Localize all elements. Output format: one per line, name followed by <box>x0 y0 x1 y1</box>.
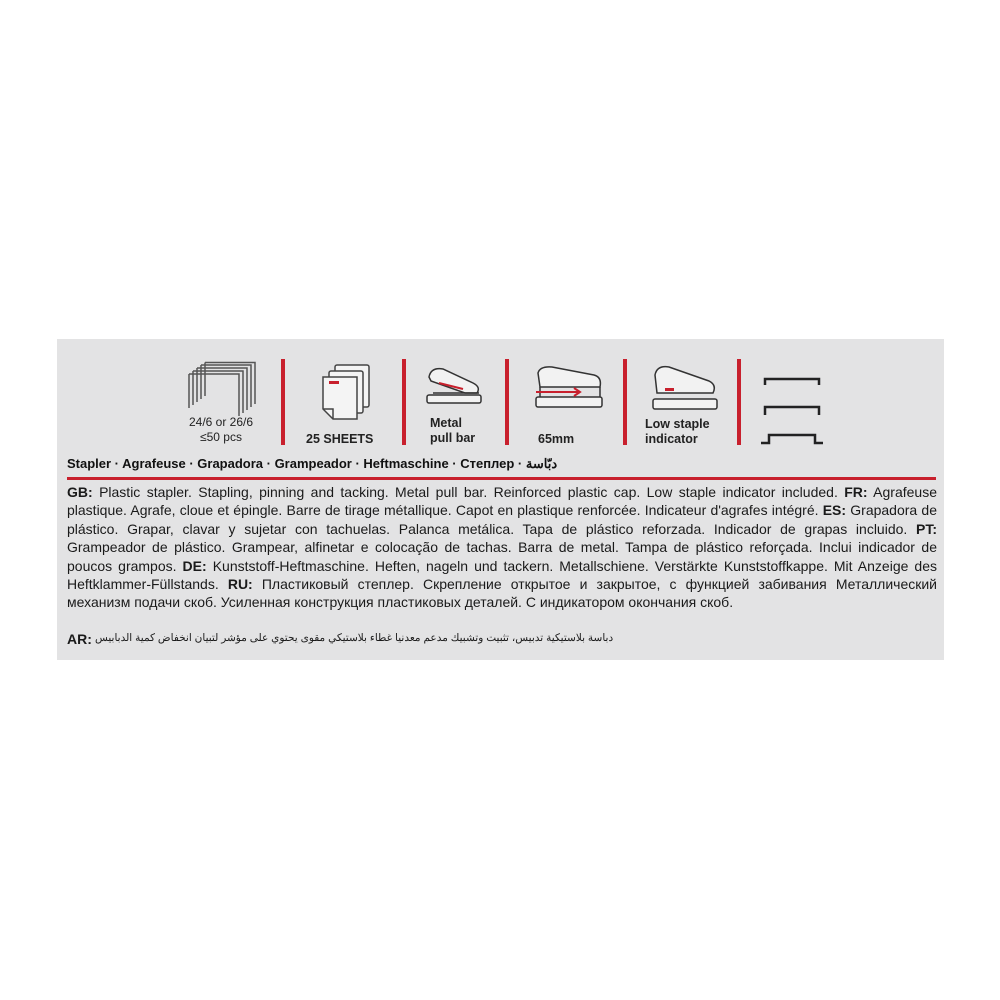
product-description <box>67 483 937 612</box>
indicator-line1: Low staple <box>645 417 710 431</box>
staples-size-caption <box>169 415 273 444</box>
lang-code-ru: RU: <box>227 576 253 593</box>
staples-icon <box>185 361 277 417</box>
low-staple-indicator-icon <box>649 363 719 413</box>
pull-bar-line2: pull bar <box>430 430 476 445</box>
lang-code-gb: GB: <box>67 484 93 500</box>
desc-fr: Agrafeuse plastique. Agrafe, cloue et épingle. Barre de tirage métallique. Capot en plastique renforcée. Indicateur d'agrafes intégré. <box>67 484 938 519</box>
title-underline <box>67 477 936 480</box>
divider <box>505 359 509 445</box>
desc-de: Kunststoff-Heftmaschine. Heften, nageln und tackern. Metallschiene. Verstärkte Kunststoffkappe. Mit Anzeige des Heftklammer-Füllstands. <box>67 557 937 593</box>
lang-code-ar: AR: <box>67 631 92 647</box>
desc-gb: Plastic stapler. Stapling, pinning and tacking. Metal pull bar. Reinforced plastic cap. Low staple indicator included. <box>92 484 845 500</box>
lang-code-de: DE: <box>182 557 207 574</box>
staple-shapes-icon <box>759 375 825 451</box>
pull-bar-caption <box>430 416 475 445</box>
lang-code-fr: FR: <box>844 484 868 500</box>
divider <box>281 359 285 445</box>
desc-ar: دباسة بلاستيكية تدبيس، تثبيت وتشبيك مدعم معدنيا غطاء بلاستيكي مقوى يحتوي على مؤشر لتبيان انخفاض كمية الدبابيس <box>95 632 614 644</box>
lang-code-es: ES: <box>822 502 847 519</box>
stapler-depth-icon <box>532 365 604 415</box>
indicator-line2: indicator <box>645 431 698 446</box>
product-title-multilingual: Stapler · Agrafeuse · Grapadora · Grampeador · Heftmaschine · Степлер · دبّاسة <box>67 456 558 471</box>
staples-size-line1: 24/6 or 26/6 <box>188 415 254 429</box>
lang-code-pt: PT: <box>916 520 937 537</box>
depth-caption: 65mm <box>538 432 575 446</box>
stapler-open-icon <box>425 365 485 409</box>
desc-es: Grapadora de plástico. Grapar, clavar y sujetar con tachuelas. Palanca metálica. Tapa de plástico reforzada. Indicador de grapas incluido. <box>67 502 937 537</box>
desc-ru: Пластиковый степлер. Скрепление открытое и закрытое, с функцией забивания Металлический механизм подачи скоб. Усиленная конструкция пластиковых деталей. С индикатором окончания скоб. <box>67 576 938 611</box>
staples-count-line2: ≤50 pcs <box>200 429 242 444</box>
paper-sheets-icon <box>319 363 375 423</box>
divider <box>402 359 406 445</box>
arabic-description <box>67 631 937 647</box>
product-info-panel <box>57 339 944 660</box>
pull-bar-line1: Metal <box>430 416 462 430</box>
feature-icons-row <box>57 339 944 455</box>
desc-pt: Grampeador de plástico. Grampear, alfinetar e colocação de tachas. Barra de metal. Tampa de plástico reforçada. Inclui indicador de poucos grampos. <box>67 539 937 574</box>
indicator-caption <box>645 417 710 446</box>
sheets-caption: 25 SHEETS <box>306 432 374 446</box>
divider <box>737 359 741 445</box>
divider <box>623 359 627 445</box>
